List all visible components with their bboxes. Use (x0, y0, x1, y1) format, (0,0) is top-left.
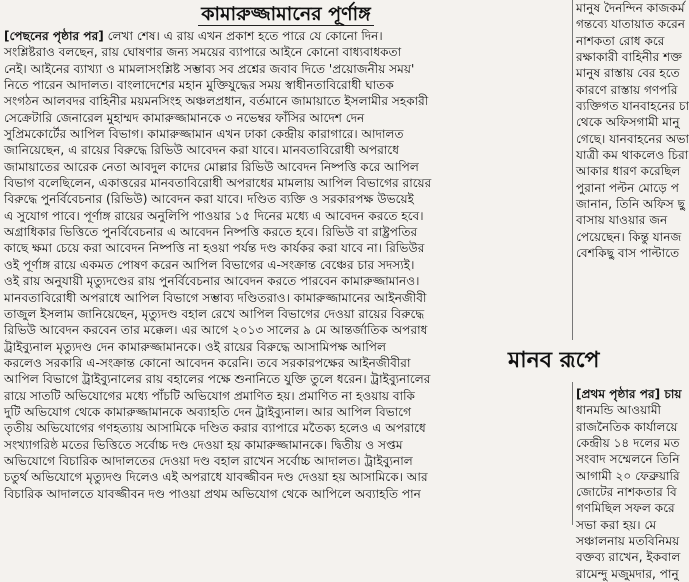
article-line: রিভিউ আবেদন করবেন তার মক্কেল। এর আগে ২০১৩ সালের ৯ মে আন্তর্জাতিক অপরাধ (4, 323, 428, 338)
adjacent-line: বাসায় যাওয়ার জন (576, 213, 668, 228)
adjacent-line: কেন্দ্রীয় ১৪ দলের মত (576, 436, 680, 451)
article-line: এ সুযোগ পাবে। পূর্ণাঙ্গ রায়ের অনুলিপি পাওয়ার ১৫ দিনের মধ্যে এ আবেদন করতে হবে। (4, 208, 424, 223)
article-line: ওই পূর্ণাঙ্গ রায়ে একমত পোষণ করেন আপিল বিভাগের এ-সংক্রান্ত বেঞ্চের চার সদস্যই। (4, 257, 415, 272)
article-line: সংখ্যাগরিষ্ঠ মতের ভিত্তিতে সর্বোচ্চ দণ্ড দেওয়া হয় কামারুজ্জামানকে। দ্বিতীয় ও সপ্তম (4, 437, 403, 452)
adjacent-line: রামেন্দু মজুমদার, পানু (576, 566, 679, 581)
adjacent-line: [প্রথম পৃষ্ঠার পর] চায় (576, 387, 682, 401)
article-line: বিভাগ বলেছিলেন, একাত্তরের মানবতাবিরোধী অপরাধের মামলায় আপিল বিভাগের রায়ের (4, 176, 432, 191)
article-line: সংশ্লিষ্টরাও বলছেন, রায় ঘোষণার জন্য সময়ের ব্যাপারে আইনে কোনো বাধ্যবাধকতা (4, 45, 402, 60)
adjacent-headline: মানব রূপে (508, 348, 600, 373)
article-line: মানবতাবিরোধী অপরাধে আপিল বিভাগে সম্ভাব্য দণ্ডিতরাও। কামারুজ্জামানের আইনজীবী (4, 290, 427, 305)
article-line: জামায়াতের আরেক নেতা আবদুল কাদের মোল্লার রিভিউ আবেদন নিষ্পত্তি করে আপিল (4, 159, 419, 174)
article-line: আপিল বিভাগে ট্রাইব্যুনালের রায় বহালের পক্ষে শুনানিতে যুক্তি তুলে ধরেন। ট্রাইব্যুনালের (4, 372, 431, 387)
adjacent-line: বক্তব্য রাখেন, ইকবাল (576, 550, 681, 565)
article-line-first (4, 28, 568, 44)
adjacent-line: জোটের নাশকতার বি (576, 485, 677, 500)
adjacent-article-lower (574, 386, 682, 582)
adjacent-line: আগামী ২০ ফেব্রুয়ারি (576, 468, 680, 483)
article-line: করলেও সরকারি এ-সংক্রান্ত কোনো আবেদন করেনি। তবে সরকারপক্ষের আইনজীবীরা (4, 355, 411, 370)
adjacent-line: পুরানা পল্টন মোড়ে প (576, 180, 679, 195)
article-line: তৃতীয় অভিযোগের গণহত্যায় আসামিকে দণ্ডিত করার ব্যাপারে মতৈক্য হলেও এ অপরাধে (4, 421, 426, 436)
article-body (0, 28, 572, 502)
adjacent-line: রাজনৈতিক কার্যালয়ে (576, 419, 678, 434)
adjacent-line: সংবাদ সম্মেলনে তিনি (576, 452, 680, 467)
adjacent-line: রক্ষাকারী বাহিনীর শক্ত (576, 50, 683, 65)
adjacent-article-upper (574, 0, 689, 262)
article-line: তাজুল ইসলাম জানিয়েছেন, মৃত্যুদণ্ড বহাল রেখে আপিল বিভাগের দেওয়া রায়ের বিরুদ্ধে (4, 306, 425, 321)
article-headline-text: কামারুজ্জামানের পূর্ণাঙ্গ (198, 3, 374, 26)
article-line: ট্রাইব্যুনাল মৃত্যুদণ্ড দেন কামারুজ্জামানকে। ওই রায়ের বিরুদ্ধে আসামিপক্ষ আপিল (4, 339, 387, 354)
adjacent-line: ব্যক্তিগত যানবাহনের চা (576, 99, 689, 114)
article-line: ওই রায় অনুযায়ী মৃত্যুদণ্ডের রায় পুনর্বিবেচনার আবেদন করতে পারবেন কামারুজ্জামানও। (4, 274, 420, 289)
adjacent-line: ধানমন্ডি আওয়ামী (576, 403, 661, 418)
article-line: দুটি অভিযোগ থেকে কামারুজ্জামানকে অব্যাহতি দেন ট্রাইব্যুনাল। আর আপিল বিভাগে (4, 404, 412, 419)
adjacent-line: বেশকিছু বাস পাল্টাতে (576, 246, 680, 261)
article-line: নেই। আইনের ব্যাখ্যা ও মামলাসংশ্লিষ্ট সম্ভাব্য সব প্রশ্নের জবাব দিতে 'প্রয়োজনীয় সময়' (4, 61, 415, 76)
adjacent-line: সঞ্চালনায় মতবিনিময় (576, 534, 680, 549)
article-line: চতুর্থ অভিযোগে মৃত্যুদণ্ড দিলেও এই অপরাধে যাবজ্জীবন দণ্ড দেওয়া হয় আসামিকে। আর (4, 470, 428, 485)
adjacent-line: গন্তব্যে যাতায়াত করেন (576, 17, 685, 32)
article-line: নিতে পারেন আদালত। বাংলাদেশের মহান মুক্তিযুদ্ধের সময় স্বাধীনতাবিরোধী ঘাতক (4, 78, 394, 93)
article-line: বিরুদ্ধে পুনর্বিবেচনার (রিভিউ) আবেদন করা যাবে। দণ্ডিত ব্যক্তি ও সরকারপক্ষ উভয়েই (4, 192, 414, 207)
adjacent-line: গেছে। যানবাহনের অভা (576, 131, 689, 146)
article-line: সুপ্রিমকোর্টের আপিল বিভাগ। কামারুজ্জামান এখন ঢাকা কেন্দ্রীয় কারাগারে। আদালত (4, 127, 404, 142)
adjacent-line: মানুষ দৈনন্দিন কাজকর্ম (576, 1, 685, 15)
article-line: জানিয়েছেন, এ রায়ের বিরুদ্ধে রিভিউ আবেদন করা যাবে। মানবতাবিরোধী অপরাধে (4, 143, 399, 158)
adjacent-line: পেয়েছেন। কিন্তু যানজ (576, 229, 682, 244)
continuation-tag: [পেছনের পৃষ্ঠার পর] (4, 29, 104, 43)
adjacent-line: থেকে অফিসগামী মানু (576, 115, 680, 130)
article-line: কাছে ক্ষমা চেয়ে করা আবেদন নিষ্পত্তি না হওয়া পর্যন্ত দণ্ড কার্যকর করা যাবে না। রিভিউর (4, 241, 425, 256)
adjacent-line: যাত্রী কম থাকলেও চিরা (576, 148, 689, 163)
adjacent-line: মানুষ রাস্তায় বের হতে (576, 66, 680, 81)
article-headline (0, 0, 572, 28)
adjacent-line: আকার ধারণ করেছিল (576, 164, 681, 179)
article-line: রায়ে সাতটি অভিযোগের মধ্যে পাঁচটি অভিযোগ প্রমাণিত হয়। প্রমাণিত না হওয়ায় বাকি (4, 388, 416, 403)
adjacent-line: গণমিছিল সফল করে (576, 501, 675, 516)
adjacent-line: সভা করা হয়। মে (576, 517, 657, 532)
article-line: অভিযোগে বিচারিক আদালতের দেওয়া দণ্ড বহাল রাখেন সর্বোচ্চ আদালত। ট্রাইব্যুনাল (4, 453, 413, 468)
article-line: সংগঠন আলবদর বাহিনীর ময়মনসিংহ অঞ্চলপ্রধান, বর্তমানে জামায়াতে ইসলামীর সহকারী (4, 94, 429, 109)
adjacent-column (574, 0, 689, 581)
article-line: সেক্রেটারি জেনারেল মুহাম্মদ কামারুজ্জামানকে ৩ নভেম্বর ফাঁসির আদেশ দেন (4, 110, 365, 125)
article-line: বিচারিক আদালতে যাবজ্জীবন দণ্ড পাওয়া প্রথম অভিযোগ থেকে আপিলে অব্যাহতি পান (4, 486, 421, 501)
adjacent-line: কারণে রাস্তায় গণপরি (576, 82, 678, 97)
article-line: অগ্রাধিকার ভিত্তিতে পুনর্বিবেচনার এ আবেদন নিষ্পত্তি করতে হবে। রিভিউ বা রাষ্ট্রপতির (4, 225, 418, 240)
adjacent-headline-box (504, 340, 600, 382)
article-line-0: লেখা শেষ। এ রায় এখন প্রকাশ হতে পারে যে কোনো দিন। (103, 29, 383, 43)
adjacent-line: জানান, তিনি অফিস ছু (576, 197, 685, 212)
adjacent-line: নাশকতা রোধ করে (576, 33, 665, 48)
